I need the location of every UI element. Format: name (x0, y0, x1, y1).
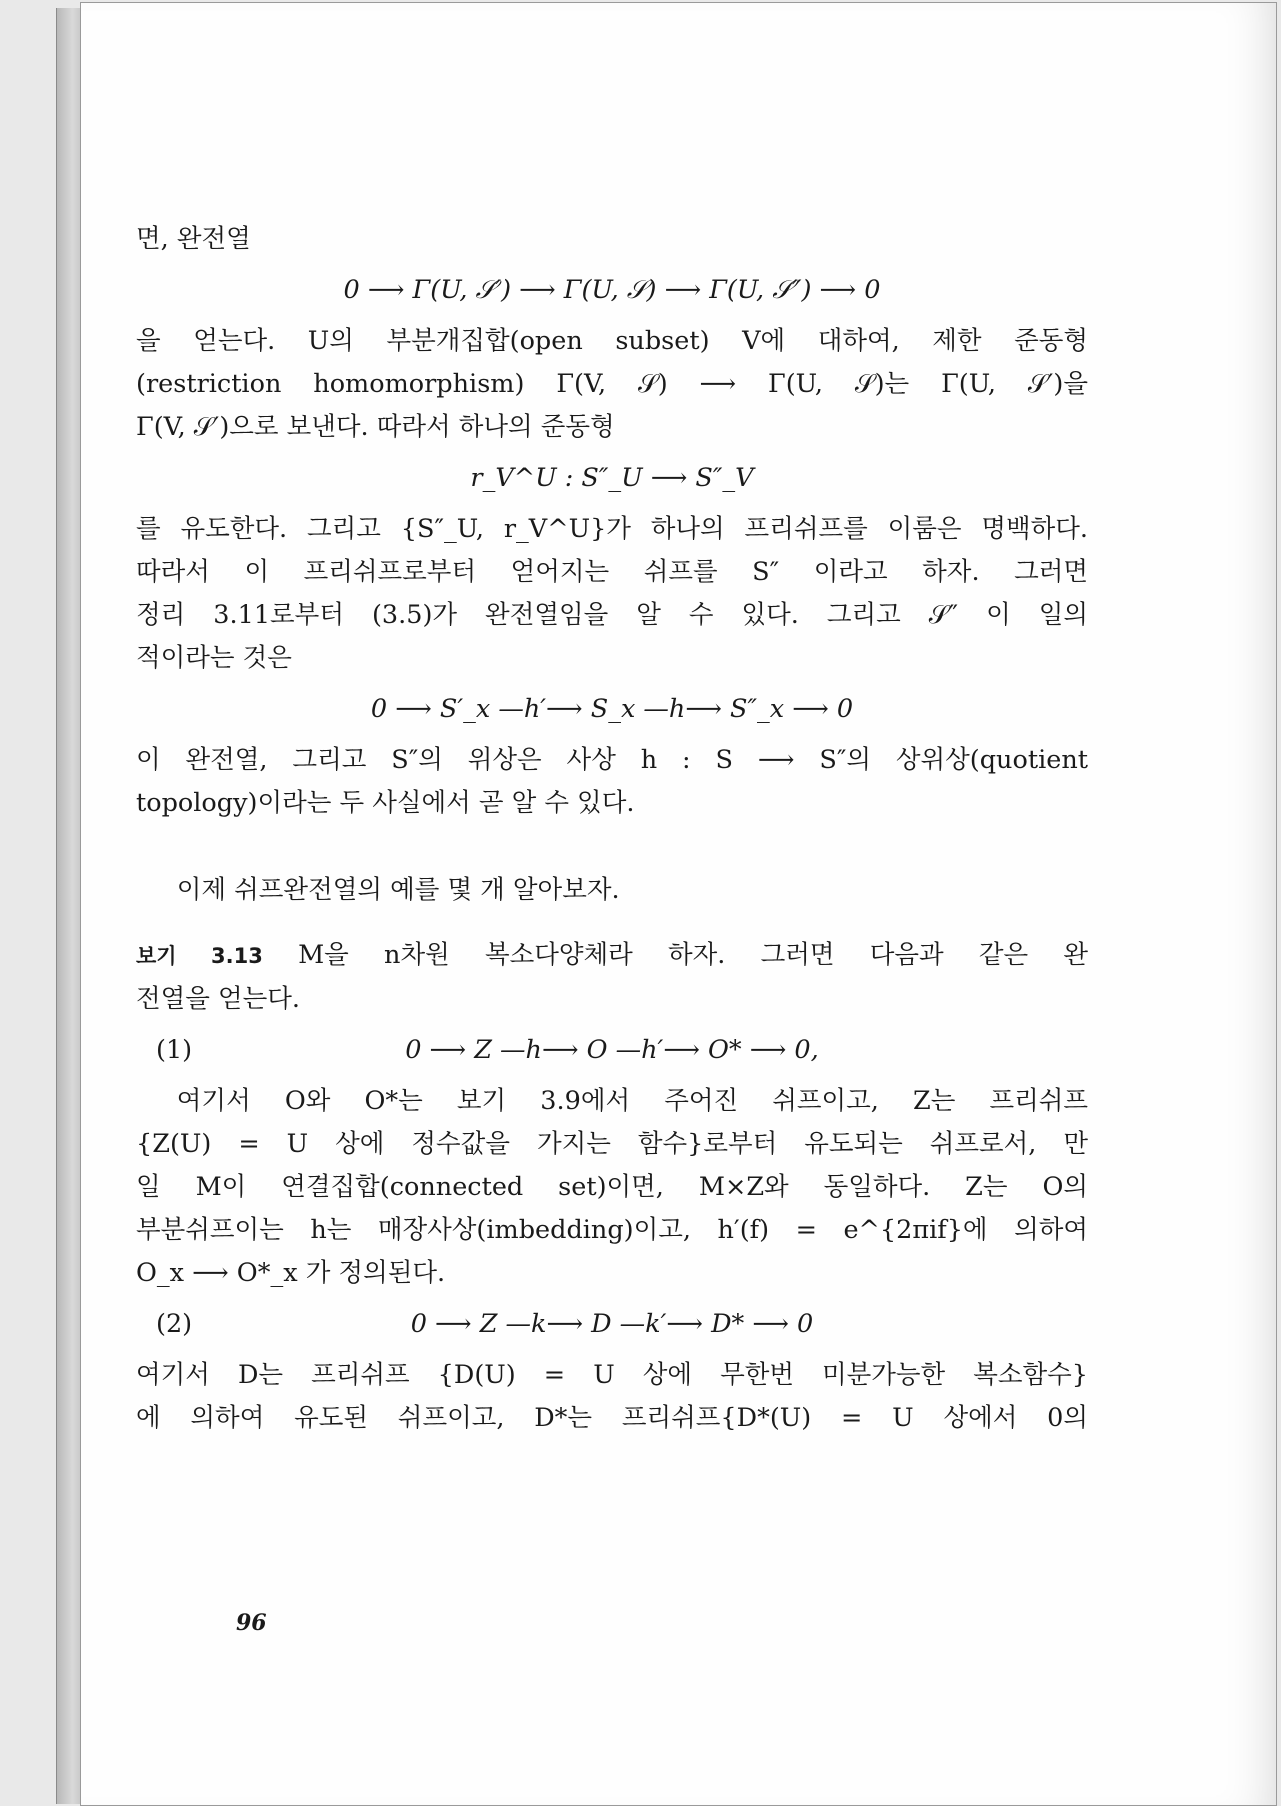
text-line: 을 얻는다. U의 부분개집합(open subset) V에 대하여, 제한 준동형 (136, 326, 1088, 356)
text-line: 면, 완전열 (136, 224, 251, 254)
text-line: 이 완전열, 그리고 S″의 위상은 사상 h : S ⟶ S″의 상위상(quotient (136, 745, 1088, 775)
equation-restriction-map: r_V^U : S″_U ⟶ S″_V (470, 463, 754, 493)
example-heading-line (136, 934, 1088, 978)
equation-2 (136, 1303, 1088, 1346)
text-line: M을 n차원 복소다양체라 하자. 그러면 다음과 같은 완 (298, 940, 1088, 970)
text-line: 일 M이 연결집합(connected set)이면, M×Z와 동일하다. Z는 O의 (136, 1172, 1088, 1202)
text-line: 부분쉬프이는 h는 매장사상(imbedding)이고, h′(f) = e^{2πif}에 의하여 (136, 1215, 1088, 1245)
page-number: 96 (236, 1610, 267, 1636)
text-line: 이제 쉬프완전열의 예를 몇 개 알아보자. (176, 875, 620, 905)
equation-label: (2) (156, 1309, 193, 1339)
equation-body: 0 ⟶ Z —k⟶ D —k′⟶ D* ⟶ 0 (410, 1309, 814, 1339)
text-line: O_x ⟶ O*_x 가 정의된다. (136, 1258, 446, 1288)
equation-stalk-sequence: 0 ⟶ S′_x —h′⟶ S_x —h⟶ S″_x ⟶ 0 (370, 694, 854, 724)
text-line: (restriction homomorphism) Γ(V, 𝒮) ⟶ Γ(U, 𝒮)는 Γ(U, 𝒮′)을 (136, 369, 1088, 399)
text-line: {Z(U) = U 상에 정수값을 가지는 함수}로부터 유도되는 쉬프로서, 만 (136, 1129, 1088, 1159)
page-text (136, 218, 1088, 1440)
equation-1 (136, 1029, 1088, 1072)
text-line: 여기서 D는 프리쉬프 {D(U) = U 상에 무한번 미분가능한 복소함수} (136, 1360, 1088, 1390)
text-line: Γ(V, 𝒮′)으로 보낸다. 따라서 하나의 준동형 (136, 412, 615, 442)
text-line: 여기서 O와 O*는 보기 3.9에서 주어진 쉬프이고, Z는 프리쉬프 (176, 1086, 1088, 1116)
text-line: 정리 3.11로부터 (3.5)가 완전열임을 알 수 있다. 그리고 𝒮″ 이 일의 (136, 600, 1088, 630)
example-label: 보기 3.13 (136, 944, 263, 968)
book-spine (56, 8, 83, 1804)
text-line: 를 유도한다. 그리고 {S″_U, r_V^U}가 하나의 프리쉬프를 이룸은 명백하다. (136, 514, 1088, 544)
text-line: topology)이라는 두 사실에서 곧 알 수 있다. (136, 788, 635, 818)
equation-label: (1) (156, 1035, 193, 1065)
text-line: 전열을 얻는다. (136, 984, 301, 1014)
text-line: 에 의하여 유도된 쉬프이고, D*는 프리쉬프{D*(U) = U 상에서 0의 (136, 1403, 1088, 1433)
text-line: 따라서 이 프리쉬프로부터 얻어지는 쉬프를 S″ 이라고 하자. 그러면 (136, 557, 1088, 587)
equation-body: 0 ⟶ Z —h⟶ O —h′⟶ O* ⟶ 0, (405, 1035, 819, 1065)
equation-exact-sequence-sections: 0 ⟶ Γ(U, 𝒮′) ⟶ Γ(U, 𝒮) ⟶ Γ(U, 𝒮″) ⟶ 0 (343, 275, 881, 305)
text-line: 적이라는 것은 (136, 643, 292, 673)
